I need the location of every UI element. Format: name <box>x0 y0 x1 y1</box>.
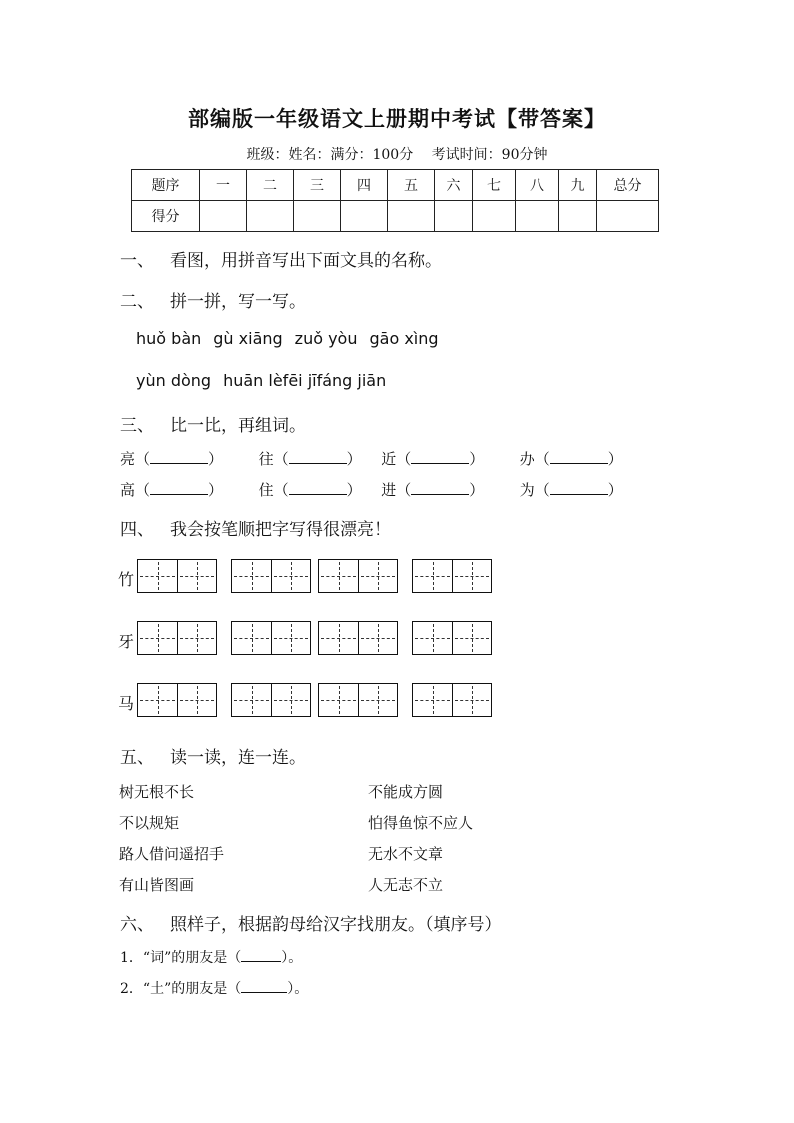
tian-grid-cell[interactable] <box>271 560 310 592</box>
compare-close: ） <box>469 450 485 468</box>
tian-grid-cell[interactable] <box>413 622 452 654</box>
writing-char-label: 竹 <box>118 570 135 589</box>
tian-grid-group[interactable] <box>412 683 492 717</box>
answer-blank[interactable] <box>241 978 287 993</box>
compare-char: 进（ <box>381 481 412 499</box>
pinyin-word: gāo xìng <box>369 329 439 348</box>
section-number: 三、 <box>120 416 154 436</box>
match-right-item[interactable]: 人无志不立 <box>368 876 444 894</box>
match-right-item[interactable]: 无水不文章 <box>368 845 444 863</box>
section-number: 四、 <box>120 520 154 540</box>
match-left-item[interactable]: 路人借问遥招手 <box>119 845 225 863</box>
score-row-label: 得分 <box>132 201 200 232</box>
tian-grid-group[interactable] <box>318 683 398 717</box>
score-cell[interactable] <box>435 201 473 232</box>
tian-grid-cell[interactable] <box>138 622 177 654</box>
pinyin-word: gù xiāng <box>213 329 283 348</box>
section-text: 读一读，连一连。 <box>170 748 306 768</box>
tian-grid-group[interactable] <box>137 621 217 655</box>
section-1-heading <box>120 246 442 271</box>
section-text: 我会按笔顺把字写得很漂亮！ <box>170 520 391 540</box>
section-2-heading <box>120 287 306 312</box>
match-left-item[interactable]: 树无根不长 <box>119 783 195 801</box>
tian-grid-cell[interactable] <box>177 560 216 592</box>
writing-char-label: 马 <box>118 694 135 713</box>
pinyin-word: huǒ bàn <box>136 329 202 348</box>
tian-grid-group[interactable] <box>231 559 311 593</box>
score-cell[interactable] <box>597 201 659 232</box>
exam-info-right: 考试时间：90分钟 <box>431 147 548 163</box>
match-left-item[interactable]: 不以规矩 <box>119 814 180 832</box>
compare-char: 往（ <box>258 450 289 468</box>
score-cell[interactable] <box>200 201 247 232</box>
tian-grid-group[interactable] <box>318 621 398 655</box>
tian-grid-group[interactable] <box>412 559 492 593</box>
match-left-item[interactable]: 有山皆图画 <box>119 876 195 894</box>
answer-blank[interactable] <box>550 449 608 464</box>
tian-grid-cell[interactable] <box>319 622 358 654</box>
tian-grid-cell[interactable] <box>452 560 491 592</box>
tian-grid-cell[interactable] <box>177 622 216 654</box>
tian-grid-group[interactable] <box>318 559 398 593</box>
score-header-cell: 七 <box>473 170 516 201</box>
compare-close: ） <box>208 481 224 499</box>
tian-grid-cell[interactable] <box>358 560 397 592</box>
tian-grid-group[interactable] <box>137 683 217 717</box>
score-header-cell: 一 <box>200 170 247 201</box>
tian-grid-cell[interactable] <box>271 622 310 654</box>
tian-grid-cell[interactable] <box>358 684 397 716</box>
score-header-cell: 题序 <box>132 170 200 201</box>
tian-grid-cell[interactable] <box>232 560 271 592</box>
score-header-cell: 总分 <box>597 170 659 201</box>
compare-char: 住（ <box>258 481 289 499</box>
compare-char: 近（ <box>381 450 412 468</box>
answer-blank[interactable] <box>550 480 608 495</box>
tian-grid-group[interactable] <box>231 621 311 655</box>
score-cell[interactable] <box>473 201 516 232</box>
tian-grid-cell[interactable] <box>413 684 452 716</box>
section-text: 拼一拼，写一写。 <box>170 292 306 312</box>
answer-blank[interactable] <box>150 449 208 464</box>
section-text: 看图，用拼音写出下面文具的名称。 <box>170 251 442 271</box>
section-text: 照样子，根据韵母给汉字找朋友。（填序号） <box>170 915 502 935</box>
pinyin-word: zuǒ yòu <box>294 329 358 348</box>
q6-item-close: ）。 <box>281 950 303 966</box>
tian-grid-cell[interactable] <box>232 684 271 716</box>
compare-close: ） <box>607 450 623 468</box>
section-6-heading <box>120 910 502 935</box>
score-header-cell: 二 <box>247 170 294 201</box>
exam-info <box>0 144 794 164</box>
pinyin-row-2 <box>136 371 398 390</box>
score-table-score-row <box>132 201 659 232</box>
tian-grid-group[interactable] <box>231 683 311 717</box>
tian-grid-cell[interactable] <box>413 560 452 592</box>
q6-item-2 <box>120 978 308 998</box>
section-number: 六、 <box>120 915 154 935</box>
score-cell[interactable] <box>559 201 597 232</box>
score-cell[interactable] <box>388 201 435 232</box>
compare-close: ） <box>346 450 362 468</box>
answer-blank[interactable] <box>241 947 281 962</box>
tian-grid-cell[interactable] <box>232 622 271 654</box>
tian-grid-cell[interactable] <box>319 684 358 716</box>
match-right-item[interactable]: 怕得鱼惊不应人 <box>368 814 474 832</box>
compare-char: 亮（ <box>120 450 151 468</box>
score-table-header-row <box>132 170 659 201</box>
compare-char: 为（ <box>519 481 550 499</box>
score-header-cell: 九 <box>559 170 597 201</box>
answer-blank[interactable] <box>150 480 208 495</box>
q6-item-prompt: 1．“词”的朋友是（ <box>120 950 242 966</box>
tian-grid-group[interactable] <box>137 559 217 593</box>
pinyin-word: huān lèfēi jīfáng jiān <box>223 371 387 390</box>
tian-grid-cell[interactable] <box>358 622 397 654</box>
score-cell[interactable] <box>294 201 341 232</box>
tian-grid-cell[interactable] <box>271 684 310 716</box>
answer-blank[interactable] <box>289 480 347 495</box>
exam-info-left: 班级：姓名：满分：100分 <box>246 147 414 163</box>
page-title: 部编版一年级语文上册期中考试【带答案】 <box>188 106 606 131</box>
score-header-cell: 五 <box>388 170 435 201</box>
compare-close: ） <box>607 481 623 499</box>
tian-grid-cell[interactable] <box>177 684 216 716</box>
section-5-heading <box>120 743 306 768</box>
pinyin-word: yùn dòng <box>136 371 212 390</box>
score-table <box>131 169 659 232</box>
pinyin-row-1 <box>136 329 451 348</box>
tian-grid-group[interactable] <box>412 621 492 655</box>
section-number: 一、 <box>120 251 154 271</box>
score-cell[interactable] <box>516 201 559 232</box>
writing-char-label: 牙 <box>118 632 135 651</box>
tian-grid-cell[interactable] <box>452 622 491 654</box>
score-cell[interactable] <box>341 201 388 232</box>
compare-row-2 <box>120 479 623 500</box>
answer-blank[interactable] <box>411 480 469 495</box>
score-header-cell: 四 <box>341 170 388 201</box>
section-number: 五、 <box>120 748 154 768</box>
q6-item-close: ）。 <box>287 981 309 997</box>
section-3-heading <box>120 411 306 436</box>
compare-char: 办（ <box>519 450 550 468</box>
compare-close: ） <box>346 481 362 499</box>
section-number: 二、 <box>120 292 154 312</box>
compare-row-1 <box>120 448 623 469</box>
tian-grid-cell[interactable] <box>138 684 177 716</box>
answer-blank[interactable] <box>289 449 347 464</box>
q6-item-1 <box>120 947 302 967</box>
score-header-cell: 八 <box>516 170 559 201</box>
compare-close: ） <box>469 481 485 499</box>
match-right-item[interactable]: 不能成方圆 <box>368 783 444 801</box>
section-4-heading <box>120 515 391 540</box>
answer-blank[interactable] <box>411 449 469 464</box>
section-text: 比一比，再组词。 <box>170 416 306 436</box>
score-header-cell: 三 <box>294 170 341 201</box>
tian-grid-cell[interactable] <box>452 684 491 716</box>
q6-item-prompt: 2．“土”的朋友是（ <box>120 981 242 997</box>
tian-grid-cell[interactable] <box>138 560 177 592</box>
score-cell[interactable] <box>247 201 294 232</box>
compare-char: 高（ <box>120 481 151 499</box>
compare-close: ） <box>208 450 224 468</box>
score-header-cell: 六 <box>435 170 473 201</box>
tian-grid-cell[interactable] <box>319 560 358 592</box>
